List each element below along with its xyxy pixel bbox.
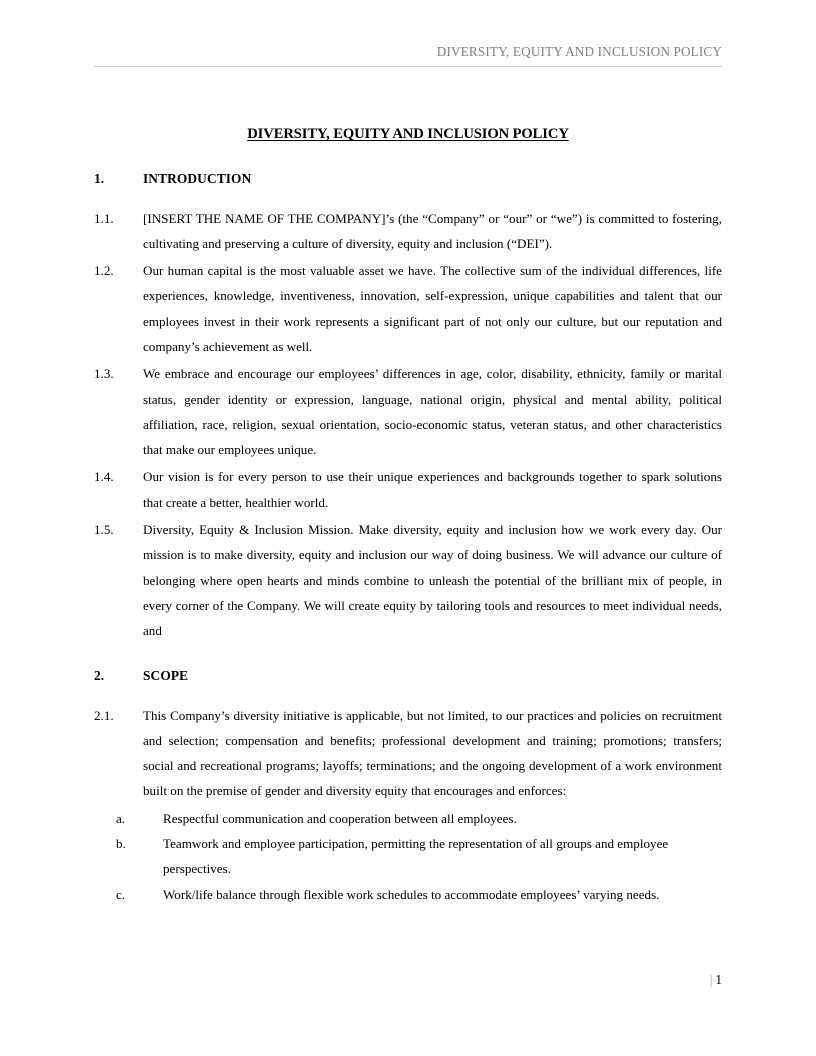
paragraph-1-1: [94, 206, 722, 257]
paragraph-2-1: [94, 703, 722, 804]
paragraph-text-1-2: Our human capital is the most valuable asset we have. The collective sum of the individual differences, life experiences, knowledge, inventiveness, innovation, self-expression, unique capabilities and talent that our employees invest in their work represents a significant part of not only our culture, but our reputation and company’s achievement as well.: [143, 263, 722, 354]
document-title: [94, 126, 722, 144]
header-title: DIVERSITY, EQUITY AND INCLUSION POLICY: [436, 44, 722, 59]
paragraph-number-1-1: 1.1.: [94, 210, 114, 226]
section-heading-2: [94, 668, 722, 684]
document-title-text: DIVERSITY, EQUITY AND INCLUSION POLICY: [247, 126, 569, 142]
list-text-b: Teamwork and employee participation, permitting the representation of all groups and employee perspectives.: [163, 836, 669, 877]
section-heading-1: [94, 171, 722, 187]
section-number-1: 1.: [94, 170, 105, 186]
paragraph-number-1-4: 1.4.: [94, 469, 114, 485]
paragraph-number-2-1: 2.1.: [94, 707, 114, 723]
paragraph-1-2: [94, 258, 722, 359]
page-header: [94, 44, 722, 67]
section-number-2: 2.: [94, 667, 105, 683]
list-marker-a: a.: [116, 810, 126, 826]
paragraph-text-1-1: [INSERT THE NAME OF THE COMPANY]’s (the “Company” or “our” or “we”) is committed to fostering, cultivating and preserving a culture of diversity, equity and inclusion (“DEI”).: [143, 210, 722, 251]
page-number: 1: [715, 972, 722, 987]
paragraph-number-1-3: 1.3.: [94, 366, 114, 382]
list-text-a: Respectful communication and cooperation between all employees.: [163, 810, 517, 826]
paragraph-number-1-5: 1.5.: [94, 522, 114, 538]
paragraph-number-1-2: 1.2.: [94, 263, 114, 279]
footer-separator: |: [709, 972, 713, 987]
list-item: [94, 806, 722, 831]
section-label-2: SCOPE: [143, 667, 189, 683]
list-item: [94, 882, 722, 907]
paragraph-text-1-5: Diversity, Equity & Inclusion Mission. Make diversity, equity and inclusion how we work every day. Our mission is to make diversity, equity and inclusion our way of doing business. We will advance our culture of belonging where open hearts and minds combine to unleash the potential of the brilliant mix of people, in every corner of the Company. We will create equity by tailoring tools and resources to meet individual needs, and: [143, 522, 722, 639]
paragraph-1-4: [94, 464, 722, 515]
header-divider: [94, 66, 722, 67]
page-footer: [94, 972, 722, 988]
list-marker-b: b.: [116, 836, 126, 852]
paragraph-1-5: [94, 517, 722, 643]
list-marker-c: c.: [116, 886, 126, 902]
paragraph-text-1-4: Our vision is for every person to use their unique experiences and backgrounds together to spark solutions that create a better, healthier world.: [143, 469, 722, 510]
paragraph-text-1-3: We embrace and encourage our employees’ differences in age, color, disability, ethnicity, family or marital status, gender identity or expression, language, national origin, physical and mental ability, political affiliation, race, religion, sexual orientation, socio-economic status, veteran status, and other characteristics that make our employees unique.: [143, 366, 722, 458]
paragraph-1-3: [94, 361, 722, 462]
document-body: [94, 126, 722, 907]
list-text-c: Work/life balance through flexible work schedules to accommodate employees’ varying needs.: [163, 886, 660, 902]
section-label-1: INTRODUCTION: [143, 170, 252, 186]
paragraph-text-2-1: This Company’s diversity initiative is applicable, but not limited, to our practices and policies on recruitment and selection; compensation and benefits; professional development and training; promotions; transfers; social and recreational programs; layoffs; terminations; and the ongoing development of a work environment built on the premise of gender and diversity equity that encourages and enforces:: [143, 707, 722, 799]
list-item: [94, 831, 722, 882]
